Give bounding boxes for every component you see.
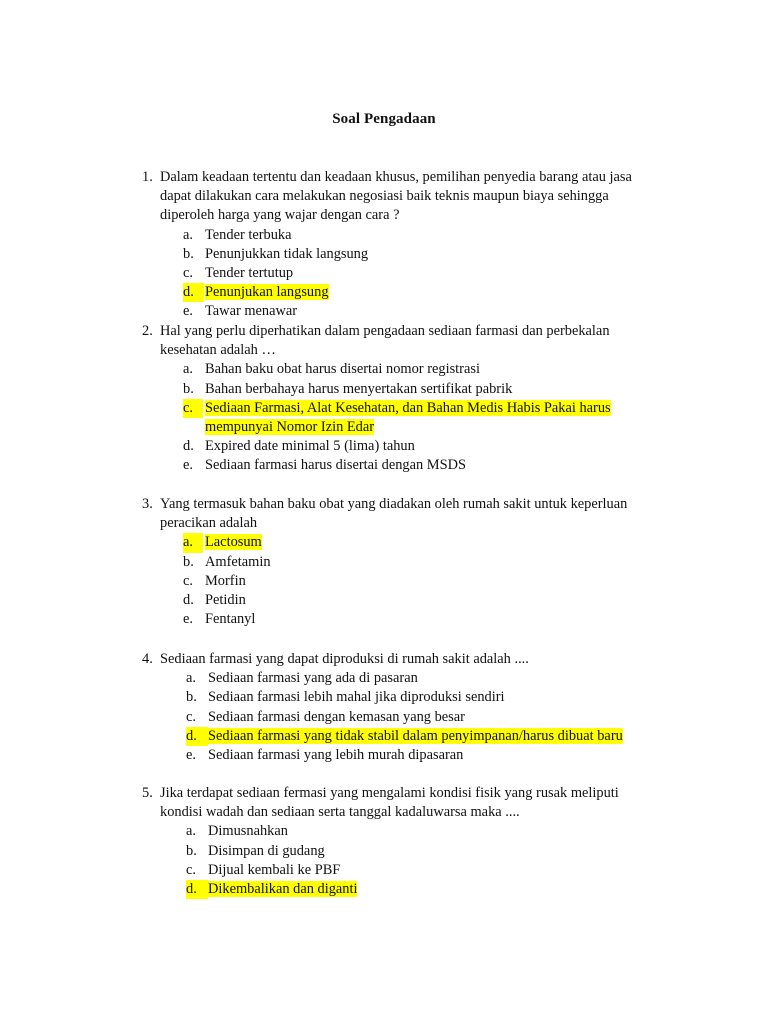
option-text: Petidin: [205, 592, 246, 609]
option-letter: b.: [186, 842, 197, 859]
option-text: Sediaan farmasi harus disertai dengan MSDS: [205, 457, 466, 474]
answer-options: [142, 226, 662, 322]
answer-option-plain: [142, 226, 662, 245]
question-text-line: peracikan adalah: [160, 515, 258, 532]
option-text: Tender terbuka: [205, 226, 292, 243]
option-text: Tawar menawar: [205, 303, 298, 320]
answer-options: [142, 360, 662, 475]
option-letter: e.: [183, 611, 193, 628]
answer-option-highlighted: [142, 533, 662, 552]
answer-option-plain: [142, 708, 662, 727]
answer-options: [142, 669, 662, 765]
answer-option-highlighted: [142, 880, 662, 899]
option-text: Morfin: [205, 572, 246, 589]
question-text-line: Sediaan farmasi yang dapat diproduksi di rumah sakit adalah ....: [160, 651, 529, 667]
answer-option-plain: [142, 456, 662, 475]
question-4: [142, 650, 662, 765]
answer-option-plain: [142, 591, 662, 610]
option-letter: a.: [183, 226, 193, 243]
answer-option-plain: [142, 302, 662, 321]
option-letter: e.: [183, 303, 193, 320]
option-letter: d.: [183, 592, 194, 609]
question-2: [142, 322, 662, 476]
option-letter: d.: [186, 880, 208, 899]
option-text: Fentanyl: [205, 611, 256, 628]
option-text: Sediaan Farmasi, Alat Kesehatan, dan Bahan Medis Habis Pakai harus: [205, 399, 611, 416]
question-text-line: Yang termasuk bahan baku obat yang diadakan oleh rumah sakit untuk keperluan: [160, 496, 628, 512]
question-number: 2.: [142, 323, 153, 339]
question-text-line: Jika terdapat sediaan fermasi yang mengalami kondisi fisik yang rusak meliputi: [160, 785, 619, 801]
question-stem: [142, 650, 662, 669]
option-text: Penunjukkan tidak langsung: [205, 245, 369, 262]
question-number: 4.: [142, 651, 153, 667]
option-text: Expired date minimal 5 (lima) tahun: [205, 438, 415, 455]
option-letter: a.: [183, 361, 193, 378]
option-letter: b.: [186, 689, 197, 706]
option-letter: c.: [183, 572, 193, 589]
option-letter: d.: [183, 283, 204, 302]
option-text: mempunyai Nomor Izin Edar: [205, 419, 375, 436]
option-text: Dimusnahkan: [208, 823, 288, 840]
option-text: Disimpan di gudang: [208, 842, 325, 859]
question-text-line: Dalam keadaan tertentu dan keadaan khusus, pemilihan penyedia barang atau jasa: [160, 169, 632, 185]
answer-option-highlighted: [142, 727, 662, 746]
option-letter: b.: [183, 380, 194, 397]
option-text: Dikembalikan dan diganti: [208, 881, 358, 898]
question-text-line: diperoleh harga yang wajar dengan cara ?: [160, 207, 400, 224]
answer-option-plain: [142, 264, 662, 283]
option-text: Sediaan farmasi yang ada di pasaran: [208, 670, 418, 687]
question-stem: [142, 495, 662, 533]
option-text: Tender tertutup: [205, 265, 294, 282]
question-stem: [142, 168, 662, 226]
answer-option-plain: [142, 572, 662, 591]
answer-option-plain: [142, 688, 662, 707]
option-text: Sediaan farmasi lebih mahal jika diproduksi sendiri: [208, 689, 505, 706]
option-text: Sediaan farmasi yang tidak stabil dalam penyimpanan/harus dibuat baru: [208, 727, 623, 744]
question-number: 1.: [142, 169, 153, 185]
answer-option-plain: [142, 822, 662, 841]
answer-options: [142, 822, 662, 899]
option-letter: d.: [186, 727, 208, 746]
answer-option-plain: [142, 746, 662, 765]
option-letter: c.: [183, 265, 193, 282]
page-title: Soal Pengadaan: [332, 111, 436, 127]
option-letter: e.: [183, 457, 193, 474]
question-number: 5.: [142, 785, 153, 801]
option-text: Amfetamin: [205, 553, 271, 570]
question-text-line: kesehatan adalah …: [160, 342, 276, 359]
answer-option-highlighted: [142, 399, 662, 437]
question-stem: [142, 322, 662, 360]
answer-option-plain: [142, 245, 662, 264]
option-text: Penunjukan langsung: [205, 284, 329, 301]
answer-option-plain: [142, 861, 662, 880]
option-letter: a.: [186, 670, 196, 687]
answer-option-plain: [142, 360, 662, 379]
option-letter: b.: [183, 553, 194, 570]
question-text-line: Hal yang perlu diperhatikan dalam pengadaan sediaan farmasi dan perbekalan: [160, 323, 610, 339]
option-text: Lactosum: [205, 534, 262, 551]
answer-option-plain: [142, 380, 662, 399]
question-text-line: kondisi wadah dan sediaan serta tanggal kadaluwarsa maka ....: [160, 804, 520, 821]
option-letter: e.: [186, 747, 196, 764]
option-letter: a.: [186, 823, 196, 840]
option-text: Bahan baku obat harus disertai nomor registrasi: [205, 361, 480, 378]
answer-option-plain: [142, 842, 662, 861]
question-number: 3.: [142, 496, 153, 512]
question-3: [142, 495, 662, 629]
answer-option-plain: [142, 610, 662, 629]
option-letter: c.: [186, 708, 196, 725]
option-letter: d.: [183, 438, 194, 455]
option-letter: b.: [183, 245, 194, 262]
answer-option-plain: [142, 669, 662, 688]
answer-option-plain: [142, 553, 662, 572]
answer-options: [142, 533, 662, 629]
question-5: [142, 784, 662, 899]
option-text: Sediaan farmasi dengan kemasan yang besar: [208, 708, 465, 725]
answer-option-plain: [142, 437, 662, 456]
option-letter: a.: [183, 533, 203, 552]
answer-option-highlighted: [142, 283, 662, 302]
question-text-line: dapat dilakukan cara melakukan negosiasi baik teknis maupun biaya sehingga: [160, 188, 609, 205]
question-1: [142, 168, 662, 322]
option-text: Dijual kembali ke PBF: [208, 861, 341, 878]
option-text: Sediaan farmasi yang lebih murah dipasaran: [208, 747, 464, 764]
question-stem: [142, 784, 662, 822]
option-letter: c.: [183, 399, 203, 418]
option-text: Bahan berbahaya harus menyertakan sertifikat pabrik: [205, 380, 513, 397]
option-letter: c.: [186, 861, 196, 878]
